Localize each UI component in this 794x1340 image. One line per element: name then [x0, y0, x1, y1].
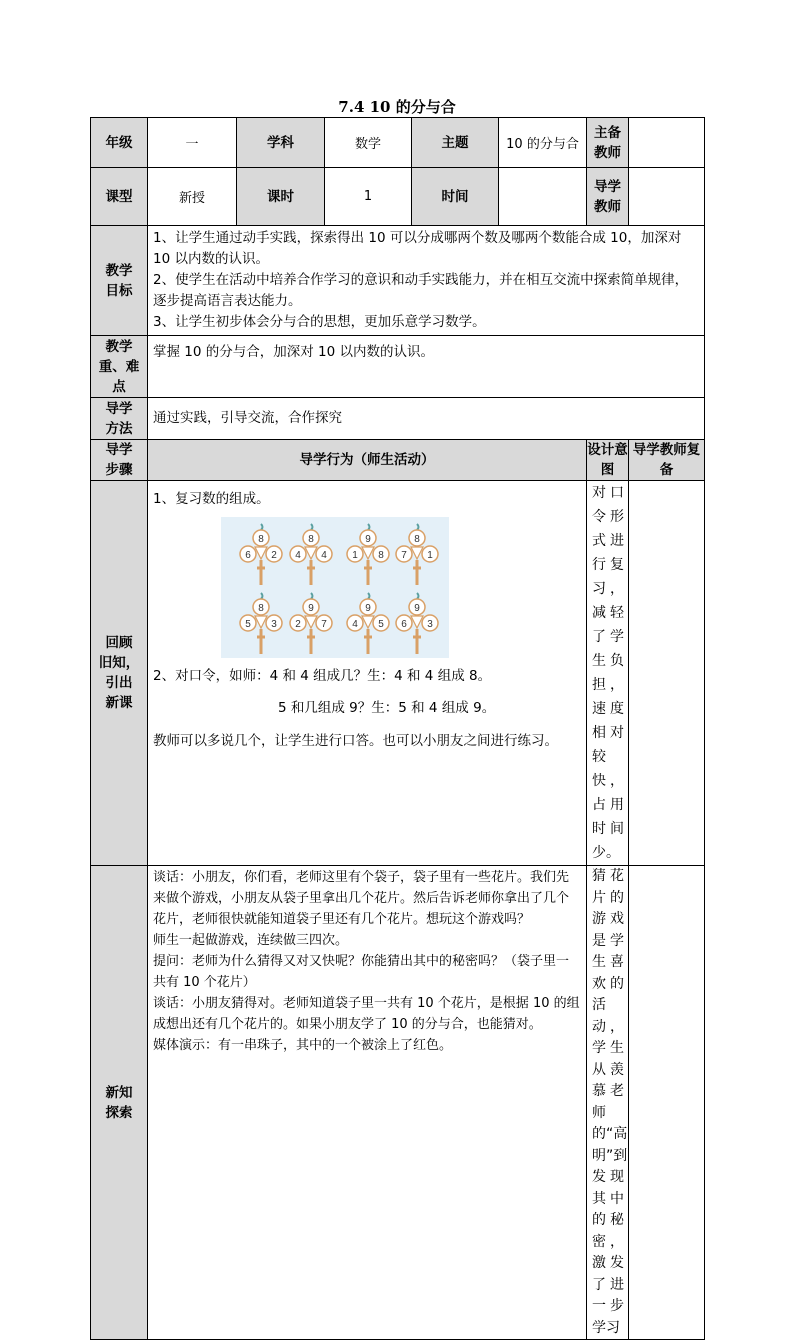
- flower-left-number: 1: [352, 550, 358, 561]
- flower-tie: [368, 593, 370, 599]
- flower-card: [289, 523, 333, 589]
- info-row-2: [91, 168, 705, 226]
- new-knowledge-label-line1: 新知: [105, 1084, 133, 1101]
- flower-left-number: 4: [295, 550, 301, 561]
- key-points-row: [91, 336, 705, 398]
- new-knowledge-row: [91, 866, 705, 1340]
- flower-left-number: 7: [401, 550, 407, 561]
- review-header: 导学教师复备: [629, 440, 705, 481]
- guide-teacher-label: [587, 168, 629, 226]
- flower-card: [289, 592, 333, 658]
- period-label: 课时: [237, 168, 325, 226]
- review-label-line1: 回顾: [105, 635, 133, 651]
- review-item-3: 教师可以多说几个，让学生进行口答。也可以小朋友之间进行练习。: [153, 733, 558, 749]
- flower-left-number: 6: [245, 550, 251, 561]
- grade-value: 一: [148, 118, 237, 168]
- flower-top-number: 9: [365, 603, 371, 614]
- method-text: 通过实践，引导交流，合作探究: [148, 398, 705, 440]
- type-label: 课型: [91, 168, 148, 226]
- lesson-plan-table: [90, 117, 705, 1340]
- flower-left-number: 4: [352, 619, 358, 630]
- key-points-label-line1: 教学: [105, 338, 133, 355]
- goals-label: [91, 226, 148, 336]
- method-row: [91, 398, 705, 440]
- steps-label-line1: 导学: [105, 442, 133, 458]
- flower-right-number: 1: [427, 550, 433, 561]
- goals-text: [148, 226, 705, 336]
- flower-tie: [417, 524, 419, 530]
- guide-teacher-label-line2: 教师: [594, 198, 621, 215]
- flower-top-number: 8: [414, 534, 420, 545]
- review-content: [148, 481, 587, 866]
- flower-right-number: 3: [427, 619, 433, 630]
- flower-tie: [311, 593, 313, 599]
- guide-teacher-label-line1: 导学: [594, 178, 621, 195]
- flower-tie: [311, 524, 313, 530]
- flower-right-number: 3: [271, 619, 277, 630]
- flower-tie: [368, 524, 370, 530]
- goals-label-line1: 教学: [105, 262, 133, 279]
- review-intent: 对口令形式进行复习，减轻了学生负担，速度相对较快，占用时间少。: [587, 481, 629, 866]
- info-row-1: [91, 118, 705, 168]
- new-knowledge-line: 谈话：小朋友，你们看，老师这里有个袋子，袋子里有一些花片。我们先来做个游戏，小朋友从袋子里拿出几个花片。然后告诉老师你拿出了几个花片，老师很快就能知道袋子里还有几个花片。想玩这个游戏吗？: [153, 870, 570, 927]
- guide-teacher-value: [629, 168, 705, 226]
- grade-label: 年级: [91, 118, 148, 168]
- new-knowledge-line: 提问：老师为什么猜得又对又快呢？你能猜出其中的秘密吗？（袋子里一共有 10 个花片）: [153, 954, 570, 990]
- flower-tie: [417, 593, 419, 599]
- review-notes: [629, 481, 705, 866]
- main-teacher-label-line2: 教师: [594, 144, 621, 161]
- page-title: 7.4 10 的分与合: [338, 98, 456, 116]
- flower-tie: [261, 524, 263, 530]
- review-label-line4: 新课: [105, 695, 133, 711]
- intent-header: 设计意图: [587, 440, 629, 481]
- flower-left-number: 2: [295, 619, 301, 630]
- goal-item: 3、让学生初步体会分与合的思想，更加乐意学习数学。: [153, 314, 486, 330]
- new-knowledge-notes: [629, 866, 705, 1340]
- topic-value: 10 的分与合: [499, 118, 587, 168]
- steps-label-line2: 步骤: [105, 462, 133, 478]
- new-knowledge-line: 师生一起做游戏，连续做三四次。: [153, 933, 349, 948]
- key-points-label: [91, 336, 148, 398]
- flower-top-number: 9: [308, 603, 314, 614]
- review-item-2b: 5 和几组成 9？生：5 和 4 组成 9。: [278, 700, 496, 716]
- main-teacher-label-line1: 主备: [594, 124, 621, 141]
- new-knowledge-label: [91, 866, 148, 1340]
- review-item-1: 1、复习数的组成。: [153, 491, 270, 507]
- subject-value: 数学: [325, 118, 412, 168]
- new-knowledge-line: 谈话：小朋友猜得对。老师知道袋子里一共有 10 个花片，是根据 10 的组成想出还有几个花片的。如果小朋友学了 10 的分与合，也能猜对。: [153, 996, 580, 1032]
- flower-right-number: 8: [378, 550, 384, 561]
- goals-label-line2: 目标: [105, 282, 133, 299]
- flower-right-number: 7: [321, 619, 327, 630]
- method-label: [91, 398, 148, 440]
- flower-top-number: 8: [258, 534, 264, 545]
- main-teacher-value: [629, 118, 705, 168]
- goals-row: [91, 226, 705, 336]
- flower-card: [346, 523, 390, 589]
- review-row: [91, 481, 705, 866]
- flower-card: [395, 523, 439, 589]
- new-knowledge-intent: 猜花片的游戏是学生喜欢的活动，学生从羡慕老师的“高明”到发现其中的秘密，激发了进一步学习: [587, 866, 629, 1340]
- new-knowledge-line: 媒体演示：有一串珠子，其中的一个被涂上了红色。: [153, 1038, 453, 1053]
- flower-left-number: 6: [401, 619, 407, 630]
- flower-top-number: 8: [258, 603, 264, 614]
- new-knowledge-content: [148, 866, 587, 1340]
- flower-top-number: 9: [414, 603, 420, 614]
- flower-card: [395, 592, 439, 658]
- goal-item: 1、让学生通过动手实践，探索得出 10 可以分成哪两个数及哪两个数能合成 10，加深对 10 以内数的认识。: [153, 230, 682, 267]
- flower-card: [346, 592, 390, 658]
- time-label: 时间: [412, 168, 499, 226]
- review-label-line3: 引出: [105, 675, 133, 691]
- flower-top-number: 9: [365, 534, 371, 545]
- key-points-text: 掌握 10 的分与合，加深对 10 以内数的认识。: [148, 336, 705, 398]
- key-points-label-line2: 重、难: [98, 358, 140, 375]
- key-points-label-line3: 点: [112, 378, 126, 395]
- method-label-line1: 导学: [105, 400, 133, 417]
- subject-label: 学科: [237, 118, 325, 168]
- flower-right-number: 5: [378, 619, 384, 630]
- flower-right-number: 2: [271, 550, 277, 561]
- method-label-line2: 方法: [105, 420, 133, 437]
- flower-left-number: 5: [245, 619, 251, 630]
- goal-item: 2、使学生在活动中培养合作学习的意识和动手实践能力，并在相互交流中探索简单规律，逐步提高语言表达能力。: [153, 272, 689, 309]
- flower-card: [239, 523, 283, 589]
- activity-header: 导学行为（师生活动）: [148, 440, 587, 481]
- new-knowledge-label-line2: 探索: [105, 1104, 133, 1121]
- type-value: 新授: [148, 168, 237, 226]
- time-value: [499, 168, 587, 226]
- main-teacher-label: [587, 118, 629, 168]
- flower-cards-image: [221, 517, 449, 658]
- topic-label: 主题: [412, 118, 499, 168]
- review-label-line2: 旧知，: [98, 655, 140, 671]
- review-item-2a: 2、对口令，如师：4 和 4 组成几？生：4 和 4 组成 8。: [153, 668, 492, 684]
- review-label: [91, 481, 148, 866]
- flower-top-number: 8: [308, 534, 314, 545]
- period-value: 1: [325, 168, 412, 226]
- flower-right-number: 4: [321, 550, 327, 561]
- flower-tie: [261, 593, 263, 599]
- flower-card: [239, 592, 283, 658]
- steps-header-row: [91, 440, 705, 481]
- steps-label: [91, 440, 148, 481]
